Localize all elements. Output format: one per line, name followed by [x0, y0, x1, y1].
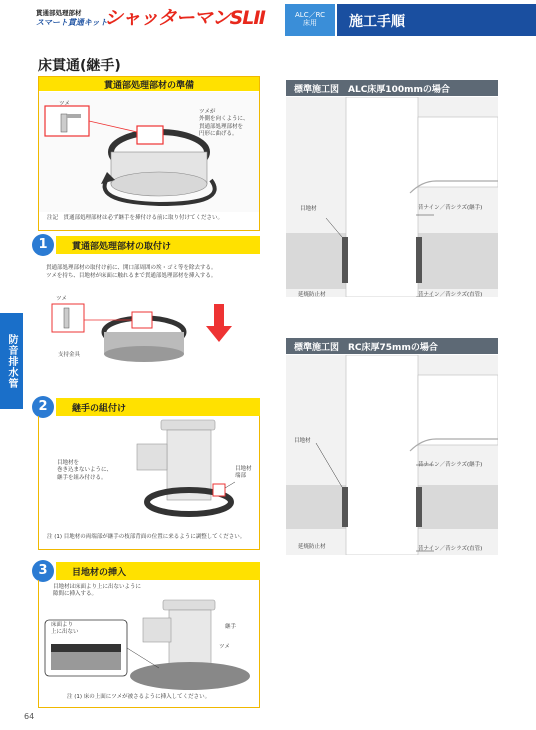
page-header	[0, 0, 536, 42]
step-1-support-label: 支持金具	[58, 352, 81, 358]
step-3-tsume-label: ツメ	[219, 644, 230, 650]
diagram-rc-lower-label: 昔ナイン／昔シラズ(直管)	[418, 546, 483, 552]
step-3-joint-label: 継手	[225, 624, 237, 630]
page-number: 64	[24, 712, 35, 721]
step-1-illustration	[44, 290, 258, 372]
step-3-floor-label: 床面より 上に出ない	[51, 622, 79, 636]
side-index-tab[interactable]: 防音排水管	[0, 313, 23, 409]
step-3-box	[38, 580, 260, 708]
diagram-alc	[286, 80, 498, 300]
usage-tag-line1: ALC／RC	[295, 11, 325, 19]
diagram-rc	[286, 338, 498, 558]
page-title: 床貫通(継手)	[38, 58, 121, 74]
step-3-number: 3	[32, 560, 54, 582]
prep-title: 貫通部処理部材の準備	[39, 77, 259, 91]
section-tab-title: 施工手順	[337, 4, 536, 36]
diagram-alc-title: 標準施工図 ALC床厚100mmの場合	[286, 80, 498, 96]
logo-product-name: シャッターマンSLⅡ	[104, 7, 265, 29]
diagram-alc-fireproof: 延焼防止材	[298, 292, 326, 298]
step-3-title: 目地材の挿入	[56, 562, 260, 580]
diagram-rc-upper-label: 昔ナイン／昔シラズ(継手)	[418, 462, 483, 468]
prep-note: 注記 貫通部処理部材は必ず継手を挿付ける前に取り付けてください。	[47, 215, 224, 221]
diagram-alc-upper-label: 昔ナイン／昔シラズ(継手)	[418, 205, 483, 211]
step-1-tsume-label: ツメ	[56, 296, 67, 302]
step-1-number: 1	[32, 234, 54, 256]
step-2-text: 目地材を 巻き込まないように、 継手を組み付ける。	[57, 460, 113, 481]
logo-subtitle: 貫通部処理部材	[36, 9, 82, 17]
diagram-rc-title: 標準施工図 RC床厚75mmの場合	[286, 338, 498, 354]
logo-kit-name: スマート貫通キット	[36, 18, 108, 27]
step-2-number: 2	[32, 396, 54, 418]
step-1-text: 貫通部処理部材の取付け前に、開口部周囲の埃・ゴミ等を除去する。 ツメを持ち、目地材が床面に触れるまで貫通部処理部材を挿入する。	[46, 265, 217, 279]
step-3-note: 注 (1) 床の上面にツメが被さるように挿入してください。	[67, 694, 211, 700]
diagram-alc-drawing	[286, 97, 498, 297]
diagram-alc-joint-material: 目地材	[300, 206, 317, 212]
step-2-box	[38, 416, 260, 550]
diagram-alc-lower-label: 昔ナイン／昔シラズ(直管)	[418, 292, 483, 298]
usage-tag-line2: 床用	[303, 19, 317, 28]
step-2-joint-label: 目地材 端部	[235, 466, 252, 480]
step-3-text: 目地材は床面より上に出ないように 隙間に挿入する。	[53, 584, 142, 598]
prep-tsume-label: ツメ	[59, 101, 70, 107]
usage-tag	[285, 4, 335, 36]
diagram-rc-drawing	[286, 355, 498, 555]
diagram-rc-joint-material: 目地材	[294, 438, 311, 444]
diagram-rc-fireproof: 延焼防止材	[298, 544, 326, 550]
step-1-title: 貫通部処理部材の取付け	[56, 236, 260, 254]
prep-box	[38, 76, 260, 231]
step-2-note: 注 (1) 目地材の両端部が継手の枝部背面の位置に来るように調整してください。	[47, 534, 246, 540]
step-2-title: 継手の組付け	[56, 398, 260, 416]
prep-callout: ツメが 外側を向くように、 貫通部処理部材を 円形に曲げる。	[199, 109, 249, 138]
